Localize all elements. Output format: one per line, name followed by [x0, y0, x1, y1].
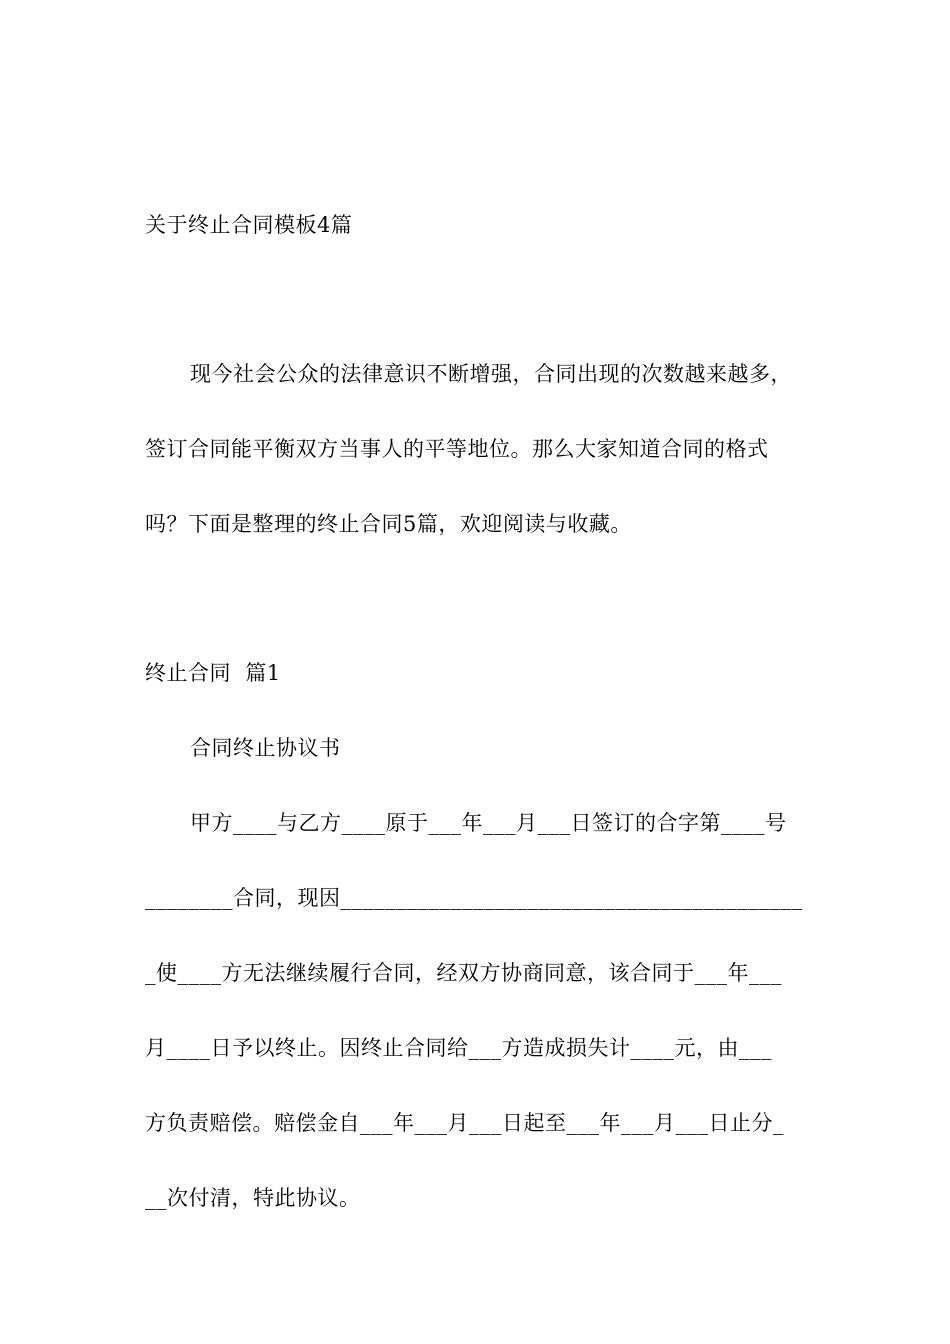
document-title: 关于终止合同模板4篇	[145, 213, 353, 237]
agreement-line-6: __次付清，特此协议。	[145, 1186, 361, 1210]
agreement-title: 合同终止协议书	[190, 736, 341, 760]
agreement-line-5: 方负责赔偿。赔偿金自___年___月___日起至___年___月___日止分_	[145, 1111, 784, 1135]
agreement-line-3: _使____方无法继续履行合同，经双方协商同意，该合同于___年___	[145, 961, 782, 985]
intro-line-2: 签订合同能平衡双方当事人的平等地位。那么大家知道合同的格式	[145, 437, 769, 461]
agreement-line-2: ________合同，现因__________________________________________	[145, 886, 803, 910]
agreement-line-1: 甲方____与乙方____原于___年___月___日签订的合字第____号	[190, 811, 787, 835]
intro-line-3: 吗？下面是整理的终止合同5篇，欢迎阅读与收藏。	[145, 512, 632, 536]
agreement-line-4: 月____日予以终止。因终止合同给___方造成损失计____元，由___	[145, 1036, 772, 1060]
section-heading: 终止合同 篇1	[145, 661, 281, 685]
intro-line-1: 现今社会公众的法律意识不断增强，合同出现的次数越来越多，	[190, 362, 792, 386]
